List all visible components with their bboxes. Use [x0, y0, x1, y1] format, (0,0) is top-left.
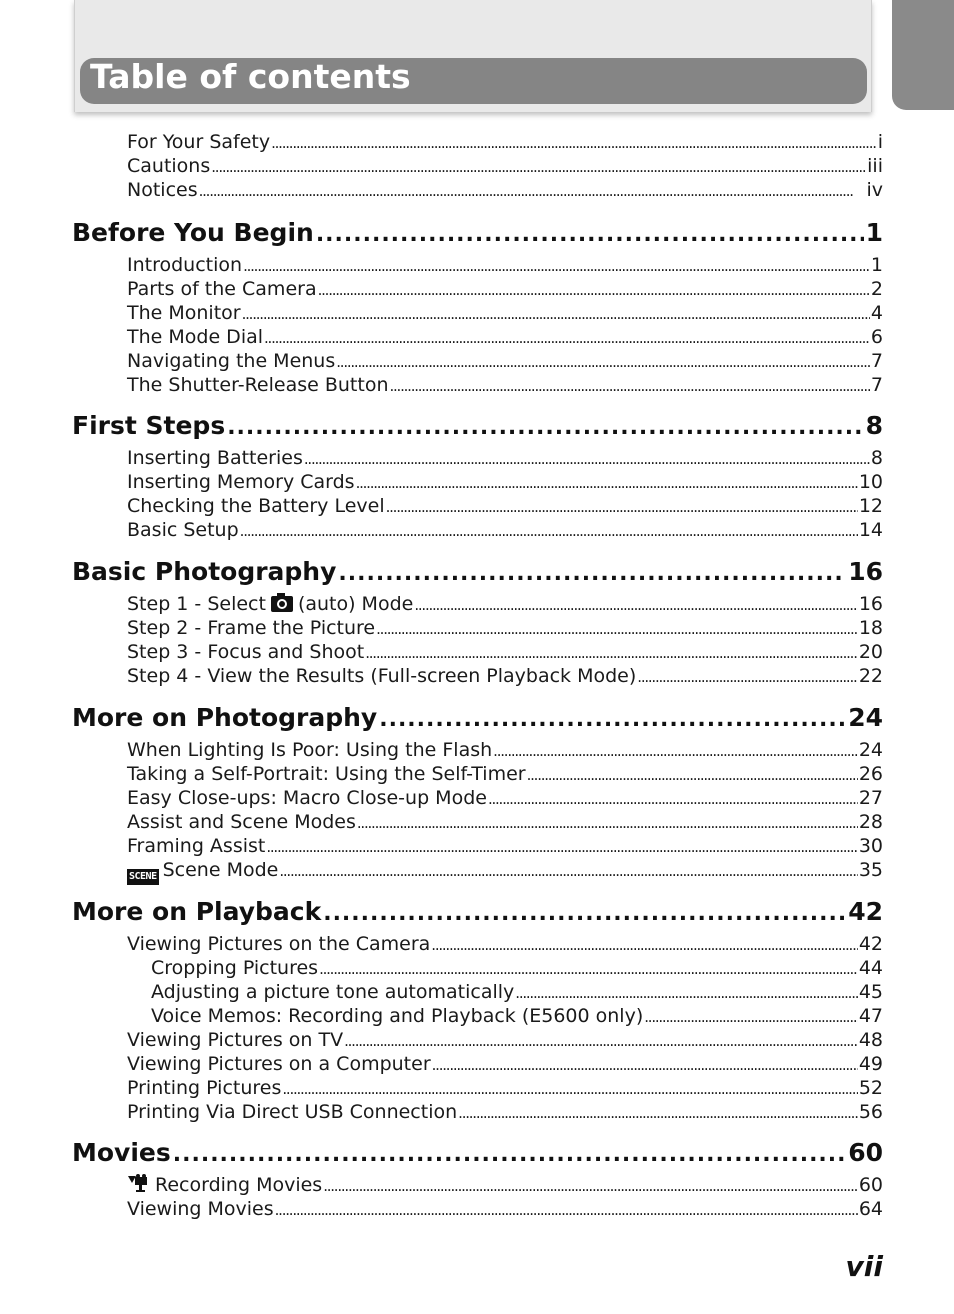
toc-entry[interactable]	[127, 1197, 883, 1221]
toc-entry-page: 16	[858, 593, 883, 615]
dot-leader	[173, 1139, 846, 1171]
toc-entry-label: Step 4 - View the Results (Full-screen Playback Mode)	[127, 665, 637, 687]
toc-entry-label: Inserting Batteries	[127, 447, 303, 469]
toc-entry-page: 24	[858, 739, 883, 761]
toc-entry-label: Viewing Pictures on a Computer	[127, 1053, 431, 1075]
section-page: 42	[848, 897, 883, 926]
dot-leader	[379, 704, 846, 736]
toc-entry-page: 12	[858, 495, 883, 517]
toc-entry[interactable]	[127, 616, 883, 640]
toc-entry-label: Easy Close-ups: Macro Close-up Mode	[127, 787, 487, 809]
toc-entry-label: Viewing Pictures on the Camera	[127, 933, 431, 955]
toc-entry-label: For Your Safety	[127, 131, 271, 153]
toc-entry-page: i	[877, 131, 883, 153]
toc-entry-page: 26	[858, 763, 883, 785]
toc-entry-page: 8	[870, 447, 883, 469]
dot-leader	[304, 447, 870, 471]
dot-leader	[271, 131, 877, 155]
toc-entry-page: 6	[870, 326, 883, 348]
toc-entry-page: 52	[858, 1077, 883, 1099]
toc-entry[interactable]	[127, 470, 883, 494]
section-title: More on Photography	[72, 703, 378, 732]
dot-leader	[414, 593, 857, 617]
page-number: vii	[845, 1250, 883, 1283]
toc-entry-label: Basic Setup	[127, 519, 239, 541]
toc-entry[interactable]	[127, 325, 883, 349]
dot-leader	[318, 278, 870, 302]
toc-entry[interactable]	[151, 1004, 883, 1028]
toc-entry-page: 47	[858, 1005, 883, 1027]
toc-entry-page: 28	[858, 811, 883, 833]
dot-leader	[279, 859, 857, 883]
dot-leader	[338, 558, 846, 590]
toc-entry-page: 49	[858, 1053, 883, 1075]
toc-entry-page: 30	[858, 835, 883, 857]
toc-entry-label: Printing Via Direct USB Connection	[127, 1101, 458, 1123]
toc-entry[interactable]	[127, 373, 883, 397]
toc-entry-page: 27	[858, 787, 883, 809]
toc-entry-label: Checking the Battery Level	[127, 495, 385, 517]
toc-entry[interactable]	[127, 518, 883, 542]
section-title: More on Playback	[72, 897, 322, 926]
dot-leader	[264, 326, 870, 350]
dot-leader	[389, 374, 869, 398]
toc-entry[interactable]	[127, 1100, 883, 1124]
toc-entry-label: The Monitor	[127, 302, 241, 324]
section-title: First Steps	[72, 411, 226, 440]
toc-entry[interactable]	[127, 786, 883, 810]
toc-entry-page: 2	[870, 278, 883, 300]
toc-entry-text: Recording Movies	[155, 1174, 323, 1196]
toc-entry[interactable]	[127, 640, 883, 664]
toc-entry-label: Parts of the Camera	[127, 278, 317, 300]
toc-entry-page: 35	[858, 859, 883, 881]
toc-entry[interactable]	[127, 932, 883, 956]
toc-entry-label: Introduction	[127, 254, 243, 276]
toc-entry[interactable]	[127, 858, 883, 882]
toc-entry-text: Scene Mode	[162, 859, 279, 881]
toc-section-heading[interactable]	[72, 217, 883, 249]
toc-entry[interactable]	[151, 980, 883, 1004]
dot-leader	[211, 155, 866, 179]
toc-entry-page: iii	[867, 155, 883, 177]
toc-entry-page: 10	[858, 471, 883, 493]
toc-entry-label: The Shutter-Release Button	[127, 374, 389, 396]
dot-leader	[644, 1005, 858, 1029]
toc-entry[interactable]	[127, 301, 883, 325]
dot-leader	[275, 1198, 858, 1222]
dot-leader	[493, 739, 858, 763]
toc-entry[interactable]	[127, 349, 883, 373]
toc-entry-label: Taking a Self-Portrait: Using the Self-Timer	[127, 763, 526, 785]
toc-entry-page: 44	[858, 957, 883, 979]
toc-entry-page: 20	[858, 641, 883, 663]
dot-leader	[386, 495, 858, 519]
toc-entry-label: When Lighting Is Poor: Using the Flash	[127, 739, 493, 761]
toc-entry[interactable]	[151, 956, 883, 980]
scene-icon-label: SCENE	[127, 869, 159, 885]
toc-entry-page: 1	[870, 254, 883, 276]
toc-entry-label	[127, 592, 413, 619]
toc-entry[interactable]	[127, 592, 883, 616]
toc-entry-page: 42	[858, 933, 883, 955]
toc-entry-label: Viewing Movies	[127, 1198, 274, 1220]
toc-entry[interactable]	[127, 178, 883, 202]
toc-entry-page: 60	[858, 1174, 883, 1196]
section-page: 8	[865, 411, 883, 440]
dot-leader	[637, 665, 858, 689]
dot-leader	[515, 981, 858, 1005]
scene-icon	[127, 861, 159, 885]
toc-entry[interactable]	[127, 1173, 883, 1197]
section-page: 16	[848, 557, 883, 586]
toc-entry[interactable]	[127, 738, 883, 762]
toc-entry[interactable]	[127, 277, 883, 301]
section-title: Basic Photography	[72, 557, 337, 586]
toc-entry-page: 56	[858, 1101, 883, 1123]
dot-leader	[243, 254, 870, 278]
dot-leader	[336, 350, 870, 374]
toc-entry-label: Inserting Memory Cards	[127, 471, 355, 493]
dot-leader	[316, 219, 864, 251]
dot-leader	[242, 302, 870, 326]
toc-entry[interactable]	[127, 810, 883, 834]
toc-section-heading[interactable]	[72, 556, 883, 588]
section-page: 24	[848, 703, 883, 732]
toc-entry-page: 45	[858, 981, 883, 1003]
toc-section-heading[interactable]	[72, 896, 883, 928]
dot-leader	[227, 412, 863, 444]
toc-section-heading[interactable]	[72, 410, 883, 442]
toc-entry[interactable]	[127, 1052, 883, 1076]
toc-entry[interactable]	[127, 1076, 883, 1100]
toc-entry-label: Adjusting a picture tone automatically	[151, 981, 515, 1003]
toc-entry[interactable]	[127, 762, 883, 786]
toc-entry[interactable]	[127, 494, 883, 518]
dot-leader	[319, 957, 858, 981]
dot-leader	[488, 787, 858, 811]
dot-leader	[266, 835, 857, 859]
chapter-tab	[892, 0, 954, 110]
toc-entry-page: iv	[866, 179, 883, 201]
dot-leader	[323, 898, 846, 930]
toc-entry-page: 64	[858, 1198, 883, 1220]
dot-leader	[458, 1101, 858, 1125]
dot-leader	[431, 933, 858, 957]
dot-leader	[282, 1077, 857, 1101]
toc-entry-label-pre: Step 1 - Select	[127, 593, 266, 615]
toc-entry-page: 48	[858, 1029, 883, 1051]
toc-entry-label: Printing Pictures	[127, 1077, 282, 1099]
toc-entry-page: 22	[858, 665, 883, 687]
toc-entry-label: Assist and Scene Modes	[127, 811, 356, 833]
toc-entry-label: Step 2 - Frame the Picture	[127, 617, 376, 639]
dot-leader	[376, 617, 858, 641]
toc-entry[interactable]	[127, 834, 883, 858]
toc-entry-label: The Mode Dial	[127, 326, 264, 348]
toc-section-heading[interactable]	[72, 702, 883, 734]
dot-leader	[199, 179, 866, 203]
toc-entry-label: Voice Memos: Recording and Playback (E5600 only)	[151, 1005, 644, 1027]
toc-entry[interactable]	[127, 1028, 883, 1052]
toc-entry-label: Step 3 - Focus and Shoot	[127, 641, 365, 663]
toc-entry[interactable]	[127, 154, 883, 178]
dot-leader	[344, 1029, 858, 1053]
section-title: Movies	[72, 1138, 171, 1167]
toc-entry[interactable]	[127, 253, 883, 277]
toc-entry-page: 4	[870, 302, 883, 324]
toc-entry-page: 7	[870, 374, 883, 396]
section-page: 1	[865, 218, 883, 247]
toc-entry-label	[127, 1173, 322, 1200]
page-title: Table of contents	[90, 57, 411, 96]
toc-entry-label: Framing Assist	[127, 835, 266, 857]
dot-leader	[357, 811, 858, 835]
toc-entry-label: Cautions	[127, 155, 211, 177]
toc-entry-page: 18	[858, 617, 883, 639]
toc-entry-label: Cropping Pictures	[151, 957, 319, 979]
toc-section-heading[interactable]	[72, 1137, 883, 1169]
dot-leader	[527, 763, 858, 787]
toc-entry[interactable]	[127, 664, 883, 688]
toc-entry-label-post: (auto) Mode	[297, 593, 414, 615]
toc-entry-label: Notices	[127, 179, 198, 201]
toc-entry[interactable]	[127, 130, 883, 154]
dot-leader	[240, 519, 858, 543]
section-page: 60	[848, 1138, 883, 1167]
toc-entry-label: Viewing Pictures on TV	[127, 1029, 344, 1051]
toc-entry-label: Navigating the Menus	[127, 350, 336, 372]
toc-entry-page: 7	[870, 350, 883, 372]
dot-leader	[323, 1174, 858, 1198]
toc-entry[interactable]	[127, 446, 883, 470]
toc-entry-label	[127, 858, 278, 885]
dot-leader	[432, 1053, 858, 1077]
section-title: Before You Begin	[72, 218, 314, 247]
toc-entry-page: 14	[858, 519, 883, 541]
dot-leader	[365, 641, 858, 665]
dot-leader	[356, 471, 858, 495]
